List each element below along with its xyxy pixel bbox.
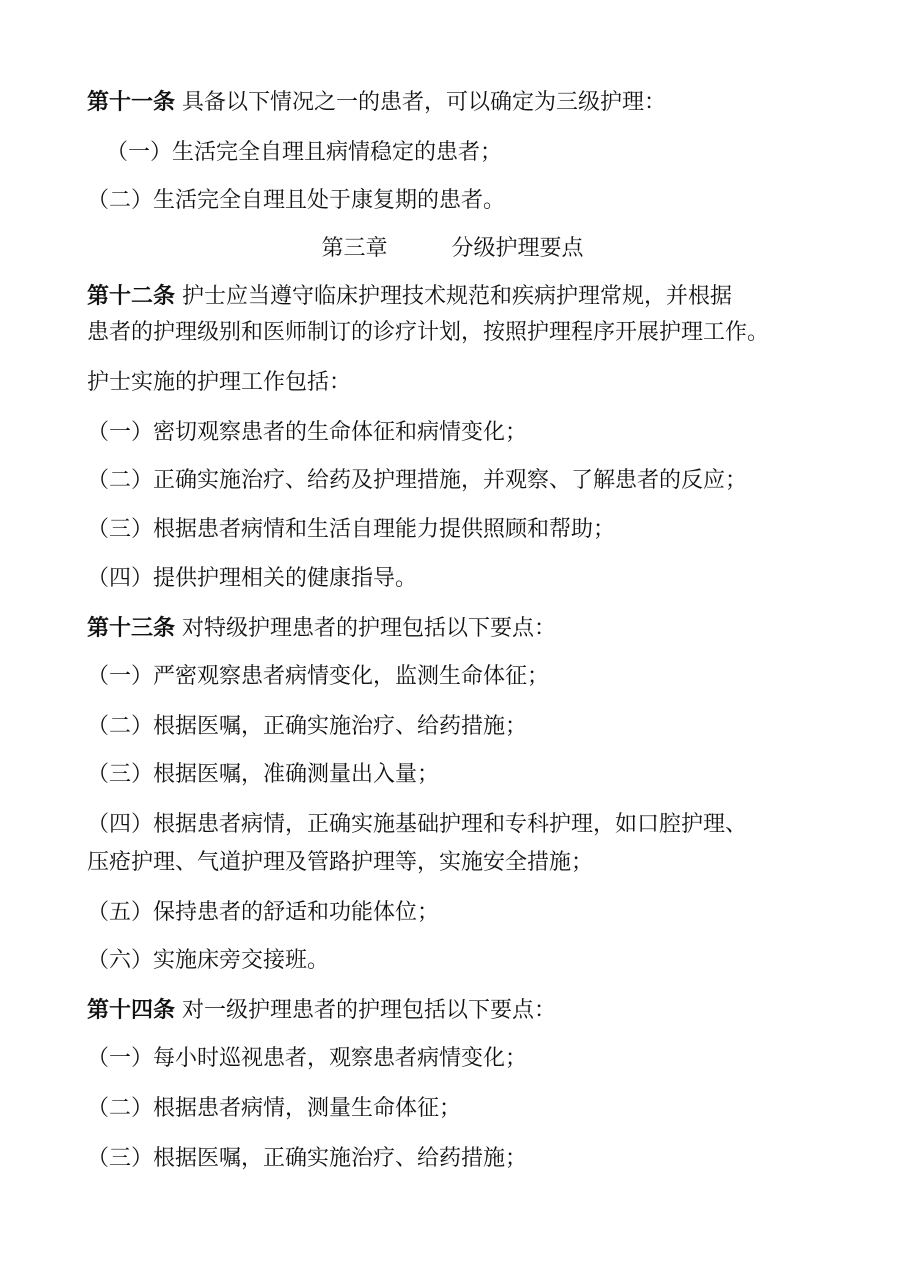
article-12-item-2: （二）正确实施治疗、给药及护理措施，并观察、了解患者的反应； [87, 468, 748, 493]
article-14-text: 对一级护理患者的护理包括以下要点： [175, 998, 557, 1023]
article-13-item-1: （一）严密观察患者病情变化，监测生命体征； [87, 664, 550, 689]
article-13-item-2: （二）根据医嘱，正确实施治疗、给药措施； [87, 714, 528, 739]
article-11-number: 第十一条 [87, 90, 176, 115]
article-13-heading [87, 614, 556, 644]
article-12-item-3: （三）根据患者病情和生活自理能力提供照顾和帮助； [87, 517, 616, 542]
article-11-item-2: （二）生活完全自理且处于康复期的患者。 [87, 188, 506, 213]
article-13-item-4-cont: 压疮护理、气道护理及管路护理等，实施安全措施； [87, 850, 594, 875]
article-12-number: 第十二条 [87, 284, 176, 309]
chapter-number: 第三章 [321, 236, 388, 261]
article-14-item-3: （三）根据医嘱，正确实施治疗、给药措施； [87, 1146, 528, 1171]
article-14-number: 第十四条 [87, 998, 176, 1023]
chapter-name: 分级护理要点 [451, 236, 584, 261]
article-14-heading [87, 996, 556, 1026]
article-13-item-5: （五）保持患者的舒适和功能体位； [87, 900, 440, 925]
article-12-item-1: （一）密切观察患者的生命体征和病情变化； [87, 420, 528, 445]
chapter-title [0, 234, 905, 264]
article-14-item-2: （二）根据患者病情，测量生命体征； [87, 1096, 462, 1121]
article-11-text: 具备以下情况之一的患者，可以确定为三级护理： [175, 90, 667, 115]
article-13-number: 第十三条 [87, 616, 176, 641]
article-14-item-1: （一）每小时巡视患者，观察患者病情变化； [87, 1046, 528, 1071]
article-12-text-cont: 患者的护理级别和医师制订的诊疗计划，按照护理程序开展护理工作。 [87, 320, 770, 345]
article-12-heading [87, 282, 732, 312]
article-13-text: 对特级护理患者的护理包括以下要点： [175, 616, 557, 641]
article-12-item-4: （四）提供护理相关的健康指导。 [87, 566, 418, 591]
article-12-intro: 护士实施的护理工作包括： [87, 370, 352, 395]
article-12-text: 护士应当遵守临床护理技术规范和疾病护理常规，并根据 [175, 284, 733, 309]
article-13-item-4: （四）根据患者病情，正确实施基础护理和专科护理，如口腔护理、 [87, 812, 748, 837]
article-13-item-6: （六）实施床旁交接班。 [87, 948, 330, 973]
article-13-item-3: （三）根据医嘱，准确测量出入量； [87, 762, 440, 787]
article-11-item-1: （一）生活完全自理且病情稳定的患者； [106, 140, 503, 165]
article-11-heading [87, 88, 666, 118]
